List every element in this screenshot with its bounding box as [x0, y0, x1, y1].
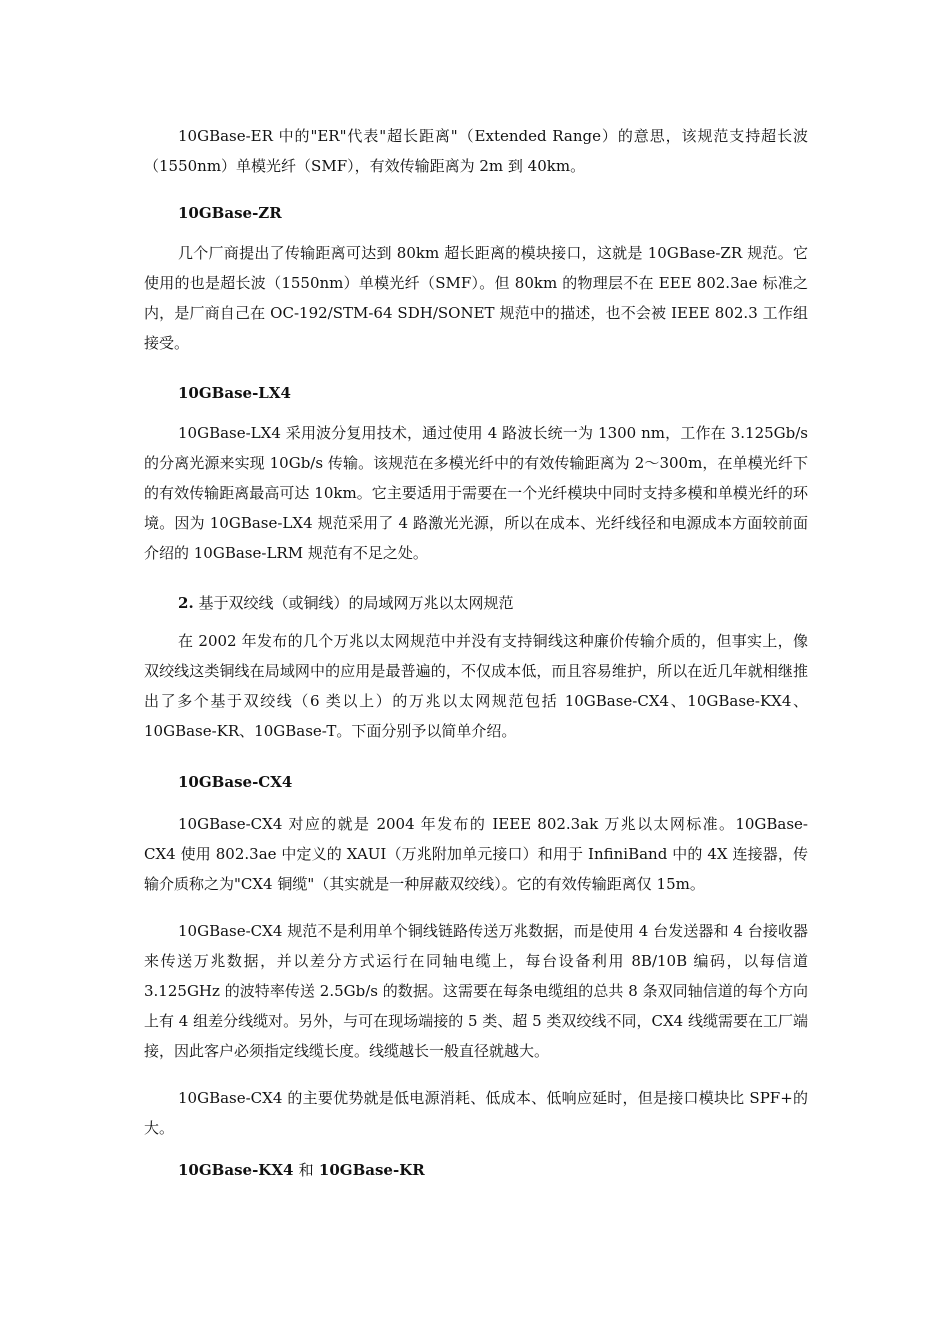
- heading-10gbase-cx4: 10GBase-CX4: [178, 773, 293, 791]
- paragraph-10gbase-er: 10GBase-ER 中的"ER"代表"超长距离"（Extended Range）的意思，该规范支持超长波（1550nm）单模光纤（SMF），有效传输距离为 2m 到 40km。: [144, 127, 808, 175]
- section-title: 基于双绞线（或铜线）的局域网万兆以太网规范: [198, 594, 514, 612]
- heading-10gbase-kx4-kr: [178, 1155, 425, 1185]
- paragraph-10gbase-cx4-standard: 10GBase-CX4 对应的就是 2004 年发布的 IEEE 802.3ak 万兆以太网标准。10GBase-CX4 使用 802.3ae 中定义的 XAUI（万兆附加单元接口）和用于 InfiniBand 中的 4X 连接器，传输介质称之为"CX4 铜缆"（其实就是一种屏蔽双绞线）。它的有效传输距离仅 15m。: [144, 815, 808, 893]
- heading-10gbase-zr: 10GBase-ZR: [178, 204, 282, 222]
- paragraph-10gbase-lx4: 10GBase-LX4 采用波分复用技术，通过使用 4 路波长统一为 1300 nm，工作在 3.125Gb/s 的分离光源来实现 10Gb/s 传输。该规范在多模光纤中的有效传输距离为 2～300m，在单模光纤下的有效传输距离最高可达 10km。它主要适用于需要在一个光纤模块中同时支持多模和单模光纤的环境。因为 10GBase-LX4 规范采用了 4 路激光光源，所以在成本、光纤线径和电源成本方面较前面介绍的 10GBase-LRM 规范有不足之处。: [144, 424, 808, 562]
- heading-and-word: 和: [298, 1161, 314, 1179]
- paragraph-10gbase-cx4-operation: 10GBase-CX4 规范不是利用单个铜线链路传送万兆数据，而是使用 4 台发送器和 4 台接收器来传送万兆数据，并以差分方式运行在同轴电缆上，每台设备利用 8B/10B 编码，以每信道 3.125GHz 的波特率传送 2.5Gb/s 的数据。这需要在每条电缆组的总共 8 条双同轴信道的每个方向上有 4 组差分线缆对。另外，与可在现场端接的 5 类、超 5 类双绞线不同，CX4 线缆需要在工厂端接，因此客户必须指定线缆长度。线缆越长一般直径就越大。: [144, 922, 808, 1060]
- section-number: 2: [178, 594, 189, 612]
- paragraph-10gbase-zr: 几个厂商提出了传输距离可达到 80km 超长距离的模块接口，这就是 10GBase-ZR 规范。它使用的也是超长波（1550nm）单模光纤（SMF）。但 80km 的物理层不在 EEE 802.3ae 标准之内，是厂商自己在 OC-192/STM-64 SDH/SONET 规范中的描述，也不会被 IEEE 802.3 工作组接受。: [144, 244, 808, 352]
- heading-kx4-label: 10GBase-KX4: [178, 1161, 294, 1179]
- paragraph-10gbase-cx4-advantages: 10GBase-CX4 的主要优势就是低电源消耗、低成本、低响应延时，但是接口模块比 SPF+的大。: [144, 1089, 808, 1137]
- section-heading-twisted-pair: 2. 基于双绞线（或铜线）的局域网万兆以太网规范: [178, 594, 514, 612]
- heading-10gbase-lx4: 10GBase-LX4: [178, 384, 291, 402]
- heading-kr-label: 10GBase-KR: [318, 1161, 425, 1179]
- paragraph-twisted-pair-intro: 在 2002 年发布的几个万兆以太网规范中并没有支持铜线这种廉价传输介质的，但事实上，像双绞线这类铜线在局域网中的应用是最普遍的，不仅成本低，而且容易维护，所以在近几年就相继推出了多个基于双绞线（6 类以上）的万兆以太网规范包括 10GBase-CX4、10GBase-KX4、10GBase-KR、10GBase-T。下面分别予以简单介绍。: [144, 632, 808, 740]
